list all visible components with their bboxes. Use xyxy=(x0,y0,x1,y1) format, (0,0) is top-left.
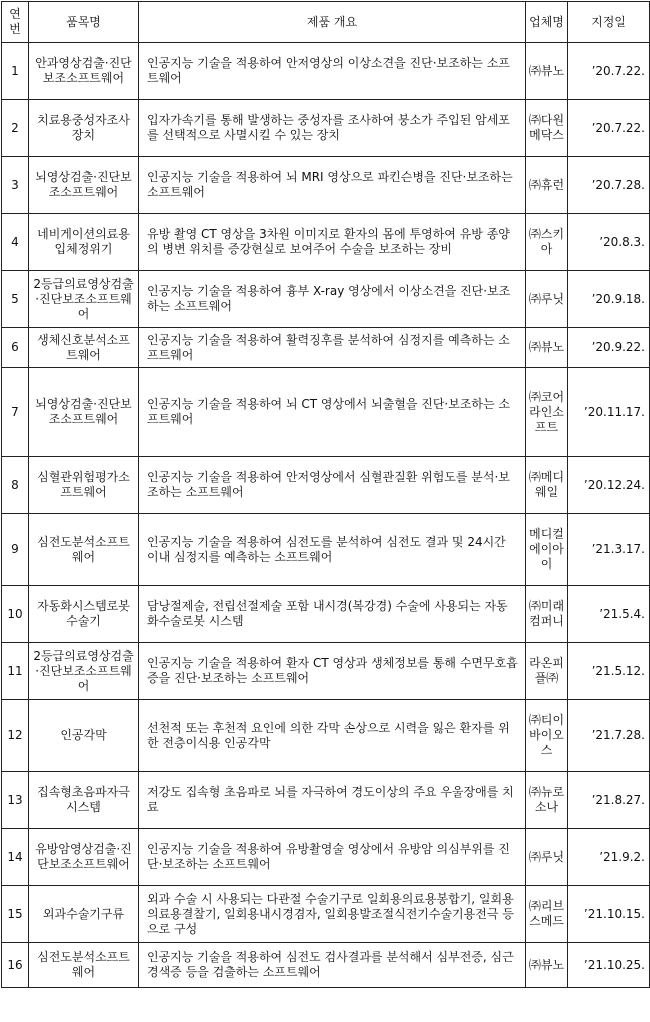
product-summary: 인공지능 기술을 적용하여 안저영상에서 심혈관질환 위험도를 분석·보조하는 소프트웨어 xyxy=(139,457,526,514)
product-summary: 외과 수술 시 사용되는 다관절 수술기구로 일회용의료용봉합기, 일회용의료용결찰기, 일회용내시경겸자, 일회용발조절식전기수술기용전극 등으로 구성 xyxy=(139,886,526,943)
company-name: ㈜루닛 xyxy=(526,271,568,328)
item-name: 치료용중성자조사장치 xyxy=(29,100,139,157)
row-number: 10 xyxy=(2,586,29,643)
row-number: 15 xyxy=(2,886,29,943)
table-row xyxy=(2,328,650,368)
product-summary: 인공지능 기술을 적용하여 안저영상의 이상소견을 진단·보조하는 소프트웨어 xyxy=(139,43,526,100)
company-name: ㈜뉴로소나 xyxy=(526,772,568,829)
company-name: ㈜메디웨일 xyxy=(526,457,568,514)
designation-date: ’20.7.28. xyxy=(568,157,650,214)
row-number: 13 xyxy=(2,772,29,829)
company-name: ㈜미래컴퍼니 xyxy=(526,586,568,643)
row-number: 1 xyxy=(2,43,29,100)
table-row xyxy=(2,772,650,829)
table-row xyxy=(2,700,650,772)
product-summary: 인공지능 기술을 적용하여 심전도를 분석하여 심전도 결과 및 24시간 이내 심정지를 예측하는 소프트웨어 xyxy=(139,514,526,586)
company-name: ㈜다원메닥스 xyxy=(526,100,568,157)
item-name: 생체신호분석소프트웨어 xyxy=(29,328,139,368)
product-summary: 인공지능 기술을 적용하여 뇌 MRI 영상으로 파킨슨병을 진단·보조하는 소프트웨어 xyxy=(139,157,526,214)
row-number: 3 xyxy=(2,157,29,214)
designation-date: ’20.7.22. xyxy=(568,43,650,100)
company-name: ㈜리브스메드 xyxy=(526,886,568,943)
designation-date: ’21.5.12. xyxy=(568,643,650,700)
product-summary: 인공지능 기술을 적용하여 심전도 검사결과를 분석해서 심부전증, 심근경색증 등을 검출하는 소프트웨어 xyxy=(139,943,526,988)
header-desc: 제품 개요 xyxy=(139,2,526,43)
item-name: 유방암영상검출·진단보조소프트웨어 xyxy=(29,829,139,886)
row-number: 5 xyxy=(2,271,29,328)
product-summary: 인공지능 기술을 적용하여 활력징후를 분석하여 심정지를 예측하는 소프트웨어 xyxy=(139,328,526,368)
item-name: 심전도분석소프트웨어 xyxy=(29,943,139,988)
table-row xyxy=(2,943,650,988)
table-row xyxy=(2,829,650,886)
item-name: 자동화시스템로봇수술기 xyxy=(29,586,139,643)
item-name: 2등급의료영상검출·진단보조소프트웨어 xyxy=(29,643,139,700)
company-name: ㈜뷰노 xyxy=(526,43,568,100)
item-name: 인공각막 xyxy=(29,700,139,772)
product-summary: 저강도 집속형 초음파로 뇌를 자극하여 경도이상의 주요 우울장애를 치료 xyxy=(139,772,526,829)
table-row xyxy=(2,368,650,457)
company-name: ㈜티이바이오스 xyxy=(526,700,568,772)
row-number: 8 xyxy=(2,457,29,514)
product-summary: 인공지능 기술을 적용하여 유방촬영술 영상에서 유방암 의심부위를 진단·보조하는 소프트웨어 xyxy=(139,829,526,886)
table-row xyxy=(2,271,650,328)
table-row xyxy=(2,100,650,157)
row-number: 6 xyxy=(2,328,29,368)
table-row xyxy=(2,157,650,214)
row-number: 14 xyxy=(2,829,29,886)
designation-date: ’21.5.4. xyxy=(568,586,650,643)
product-summary: 입자가속기를 통해 발생하는 중성자를 조사하여 붕소가 주입된 암세포를 선택적으로 사멸시킬 수 있는 장치 xyxy=(139,100,526,157)
table-row xyxy=(2,514,650,586)
item-name: 2등급의료영상검출·진단보조소프트웨어 xyxy=(29,271,139,328)
designation-date: ’20.11.17. xyxy=(568,368,650,457)
row-number: 7 xyxy=(2,368,29,457)
table-row xyxy=(2,886,650,943)
table-row xyxy=(2,643,650,700)
header-company: 업체명 xyxy=(526,2,568,43)
product-summary: 유방 촬영 CT 영상을 3차원 이미지로 환자의 몸에 투영하여 유방 종양의 병변 위치를 증강현실로 보여주어 수술을 보조하는 장비 xyxy=(139,214,526,271)
item-name: 외과수술기구류 xyxy=(29,886,139,943)
item-name: 안과영상검출·진단보조소프트웨어 xyxy=(29,43,139,100)
row-number: 2 xyxy=(2,100,29,157)
item-name: 뇌영상검출·진단보조소프트웨어 xyxy=(29,368,139,457)
table-row xyxy=(2,214,650,271)
row-number: 12 xyxy=(2,700,29,772)
designation-date: ’20.8.3. xyxy=(568,214,650,271)
row-number: 11 xyxy=(2,643,29,700)
company-name: ㈜뷰노 xyxy=(526,943,568,988)
designation-table xyxy=(1,1,650,988)
row-number: 16 xyxy=(2,943,29,988)
row-number: 9 xyxy=(2,514,29,586)
item-name: 심혈관위험평가소프트웨어 xyxy=(29,457,139,514)
header-date: 지정일 xyxy=(568,2,650,43)
company-name: 메디컬에이아이 xyxy=(526,514,568,586)
item-name: 뇌영상검출·진단보조소프트웨어 xyxy=(29,157,139,214)
company-name: ㈜코어라인소프트 xyxy=(526,368,568,457)
table-row xyxy=(2,457,650,514)
designation-date: ’20.9.22. xyxy=(568,328,650,368)
table-row xyxy=(2,43,650,100)
item-name: 집속형초음파자극시스템 xyxy=(29,772,139,829)
table-row xyxy=(2,586,650,643)
header-no: 연번 xyxy=(2,2,29,43)
item-name: 심전도분석소프트웨어 xyxy=(29,514,139,586)
row-number: 4 xyxy=(2,214,29,271)
header-row xyxy=(2,2,650,43)
designation-date: ’20.9.18. xyxy=(568,271,650,328)
header-name: 품목명 xyxy=(29,2,139,43)
company-name: ㈜휴런 xyxy=(526,157,568,214)
product-summary: 인공지능 기술을 적용하여 환자 CT 영상과 생체정보를 통해 수면무호흡증을 진단·보조하는 소프트웨어 xyxy=(139,643,526,700)
company-name: ㈜스키아 xyxy=(526,214,568,271)
designation-date: ’21.10.25. xyxy=(568,943,650,988)
designation-date: ’21.9.2. xyxy=(568,829,650,886)
designation-date: ’20.7.22. xyxy=(568,100,650,157)
item-name: 네비게이션의료용입체정위기 xyxy=(29,214,139,271)
company-name: 라온피플㈜ xyxy=(526,643,568,700)
designation-date: ’21.3.17. xyxy=(568,514,650,586)
designation-date: ’20.12.24. xyxy=(568,457,650,514)
designation-date: ’21.10.15. xyxy=(568,886,650,943)
company-name: ㈜뷰노 xyxy=(526,328,568,368)
designation-date: ’21.7.28. xyxy=(568,700,650,772)
product-summary: 인공지능 기술을 적용하여 흉부 X-ray 영상에서 이상소견을 진단·보조하는 소프트웨어 xyxy=(139,271,526,328)
product-summary: 선천적 또는 후천적 요인에 의한 각막 손상으로 시력을 잃은 환자를 위한 전층이식용 인공각막 xyxy=(139,700,526,772)
product-summary: 인공지능 기술을 적용하여 뇌 CT 영상에서 뇌출혈을 진단·보조하는 소프트웨어 xyxy=(139,368,526,457)
product-summary: 담낭절제술, 전립선절제술 포함 내시경(복강경) 수술에 사용되는 자동화수술로봇 시스템 xyxy=(139,586,526,643)
designation-date: ’21.8.27. xyxy=(568,772,650,829)
company-name: ㈜루닛 xyxy=(526,829,568,886)
